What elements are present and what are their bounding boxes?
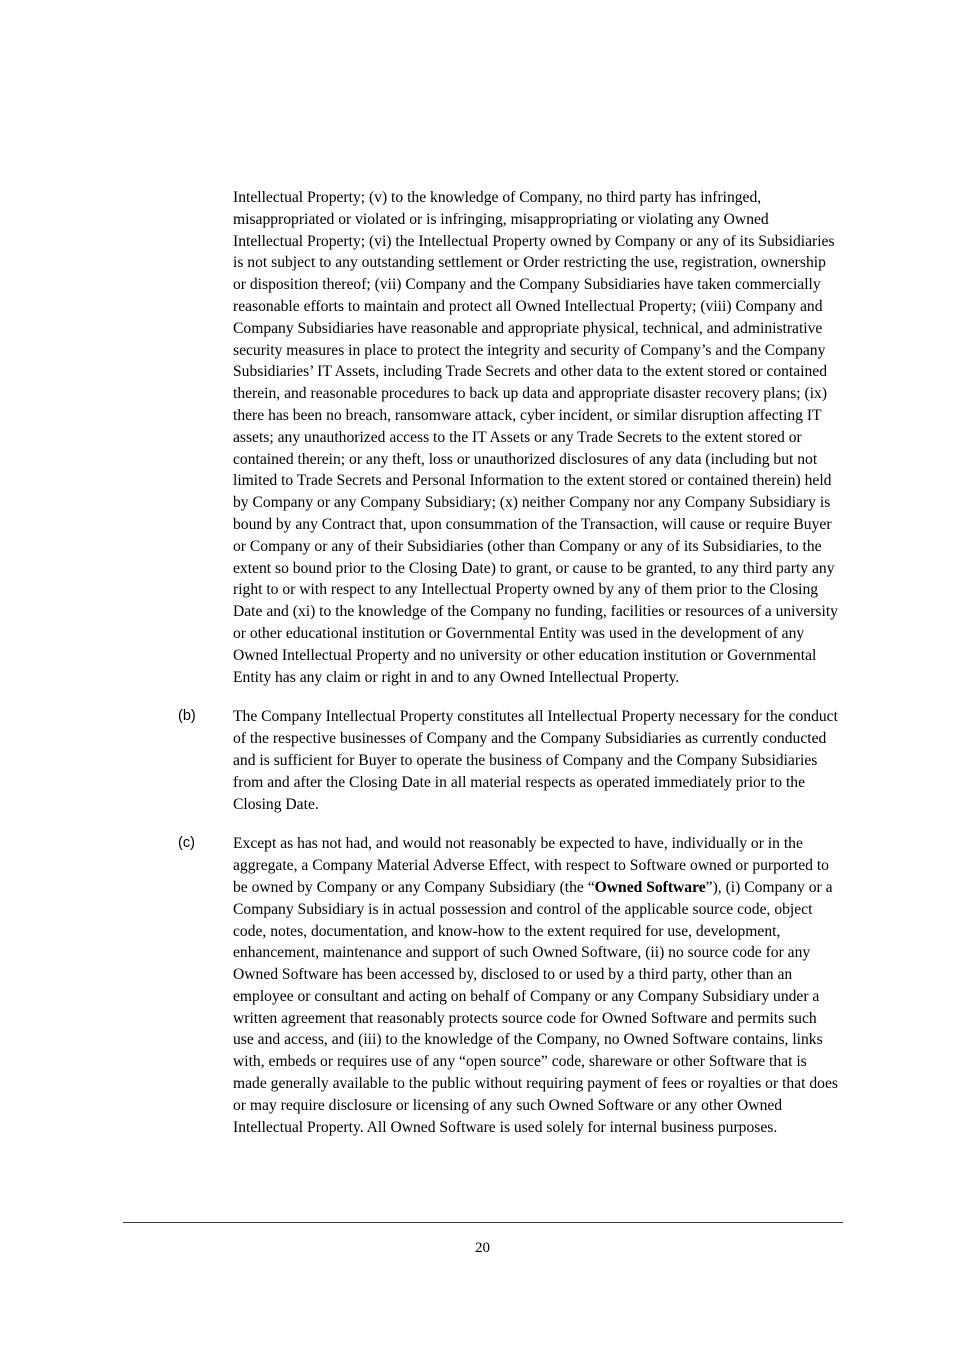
paragraph-c-text-after: ”), (i) Company or a Company Subsidiary is in actual possession and control of the applicable source code, object code, notes, documentation, and know-how to the extent required for use, development, enhancement, maintenance and support of such Owned Software, (ii) no source code for any Owned Software has been accessed by, disclosed to or used by a third party, other than an employee or consultant and acting on behalf of Company or any Company Subsidiary under a written agreement that reasonably protects source code for Owned Software and permits such use and access, and (iii) to the knowledge of the Company, no Owned Software contains, links with, embeds or requires use of any “open source” code, shareware or other Software that is made generally available to the public without requiring payment of fees or royalties or that does or may require disclosure or licensing of any such Owned Software or any other Owned Intellectual Property. All Owned Software is used solely for internal business purposes. [233,878,838,1136]
paragraph-b [178,706,842,815]
paragraph-c-text-before: Except as has not had, and would not reasonably be expected to have, individually or in the aggregate, a Company Material Adverse Effect, with respect to Software owned or purported to be owned by Company or any Company Subsidiary (the “ [233,835,829,896]
defined-term-owned-software: Owned Software [594,878,706,896]
paragraph-c-label: (c) [178,835,195,852]
page-number: 20 [475,1240,490,1256]
page-body [178,187,842,1138]
paragraph-b-label: (b) [178,708,196,725]
paragraph-c-text [233,833,841,1138]
paragraph-c [178,833,842,1138]
paragraph-continuation-text: Intellectual Property; (v) to the knowledge of Company, no third party has infringed, misappropriated or violated or is infringing, misappropriating or violating any Owned Intellectual Property; (vi) the Intellectual Property owned by Company or any of its Subsidiaries is not subject to any outstanding settlement or Order restricting the use, registration, ownership or disposition thereof; (vii) Company and the Company Subsidiaries have taken commercially reasonable efforts to maintain and protect all Owned Intellectual Property; (viii) Company and Company Subsidiaries have reasonable and appropriate physical, technical, and administrative security measures in place to protect the integrity and security of Company’s and the Company Subsidiaries’ IT Assets, including Trade Secrets and other data to the extent stored or contained therein, and reasonable procedures to back up data and appropriate disaster recovery plans; (ix) there has been no breach, ransomware attack, cyber incident, or similar disruption affecting IT assets; any unauthorized access to the IT Assets or any Trade Secrets to the extent stored or contained therein; or any theft, loss or unauthorized disclosures of any data (including but not limited to Trade Secrets and Personal Information to the extent stored or contained therein) held by Company or any Company Subsidiary; (x) neither Company nor any Company Subsidiary is bound by any Contract that, upon consummation of the Transaction, will cause or require Buyer or Company or any of their Subsidiaries (other than Company or any of its Subsidiaries, to the extent so bound prior to the Closing Date) to grant, or cause to be granted, to any third party any right to or with respect to any Intellectual Property owned by any of them prior to the Closing Date and (xi) to the knowledge of the Company no funding, facilities or resources of a university or other educational institution or Governmental Entity was used in the development of any Owned Intellectual Property and no university or other education institution or Governmental Entity has any claim or right in and to any Owned Intellectual Property. [233,189,838,686]
paragraph-b-text: The Company Intellectual Property constitutes all Intellectual Property necessary for the conduct of the respective businesses of Company and the Company Subsidiaries as currently conducted and is sufficient for Buyer to operate the business of Company and the Company Subsidiaries from and after the Closing Date in all material respects as operated immediately prior to the Closing Date. [233,708,838,813]
paragraph-continuation [178,187,842,688]
footer-divider [123,1222,843,1223]
